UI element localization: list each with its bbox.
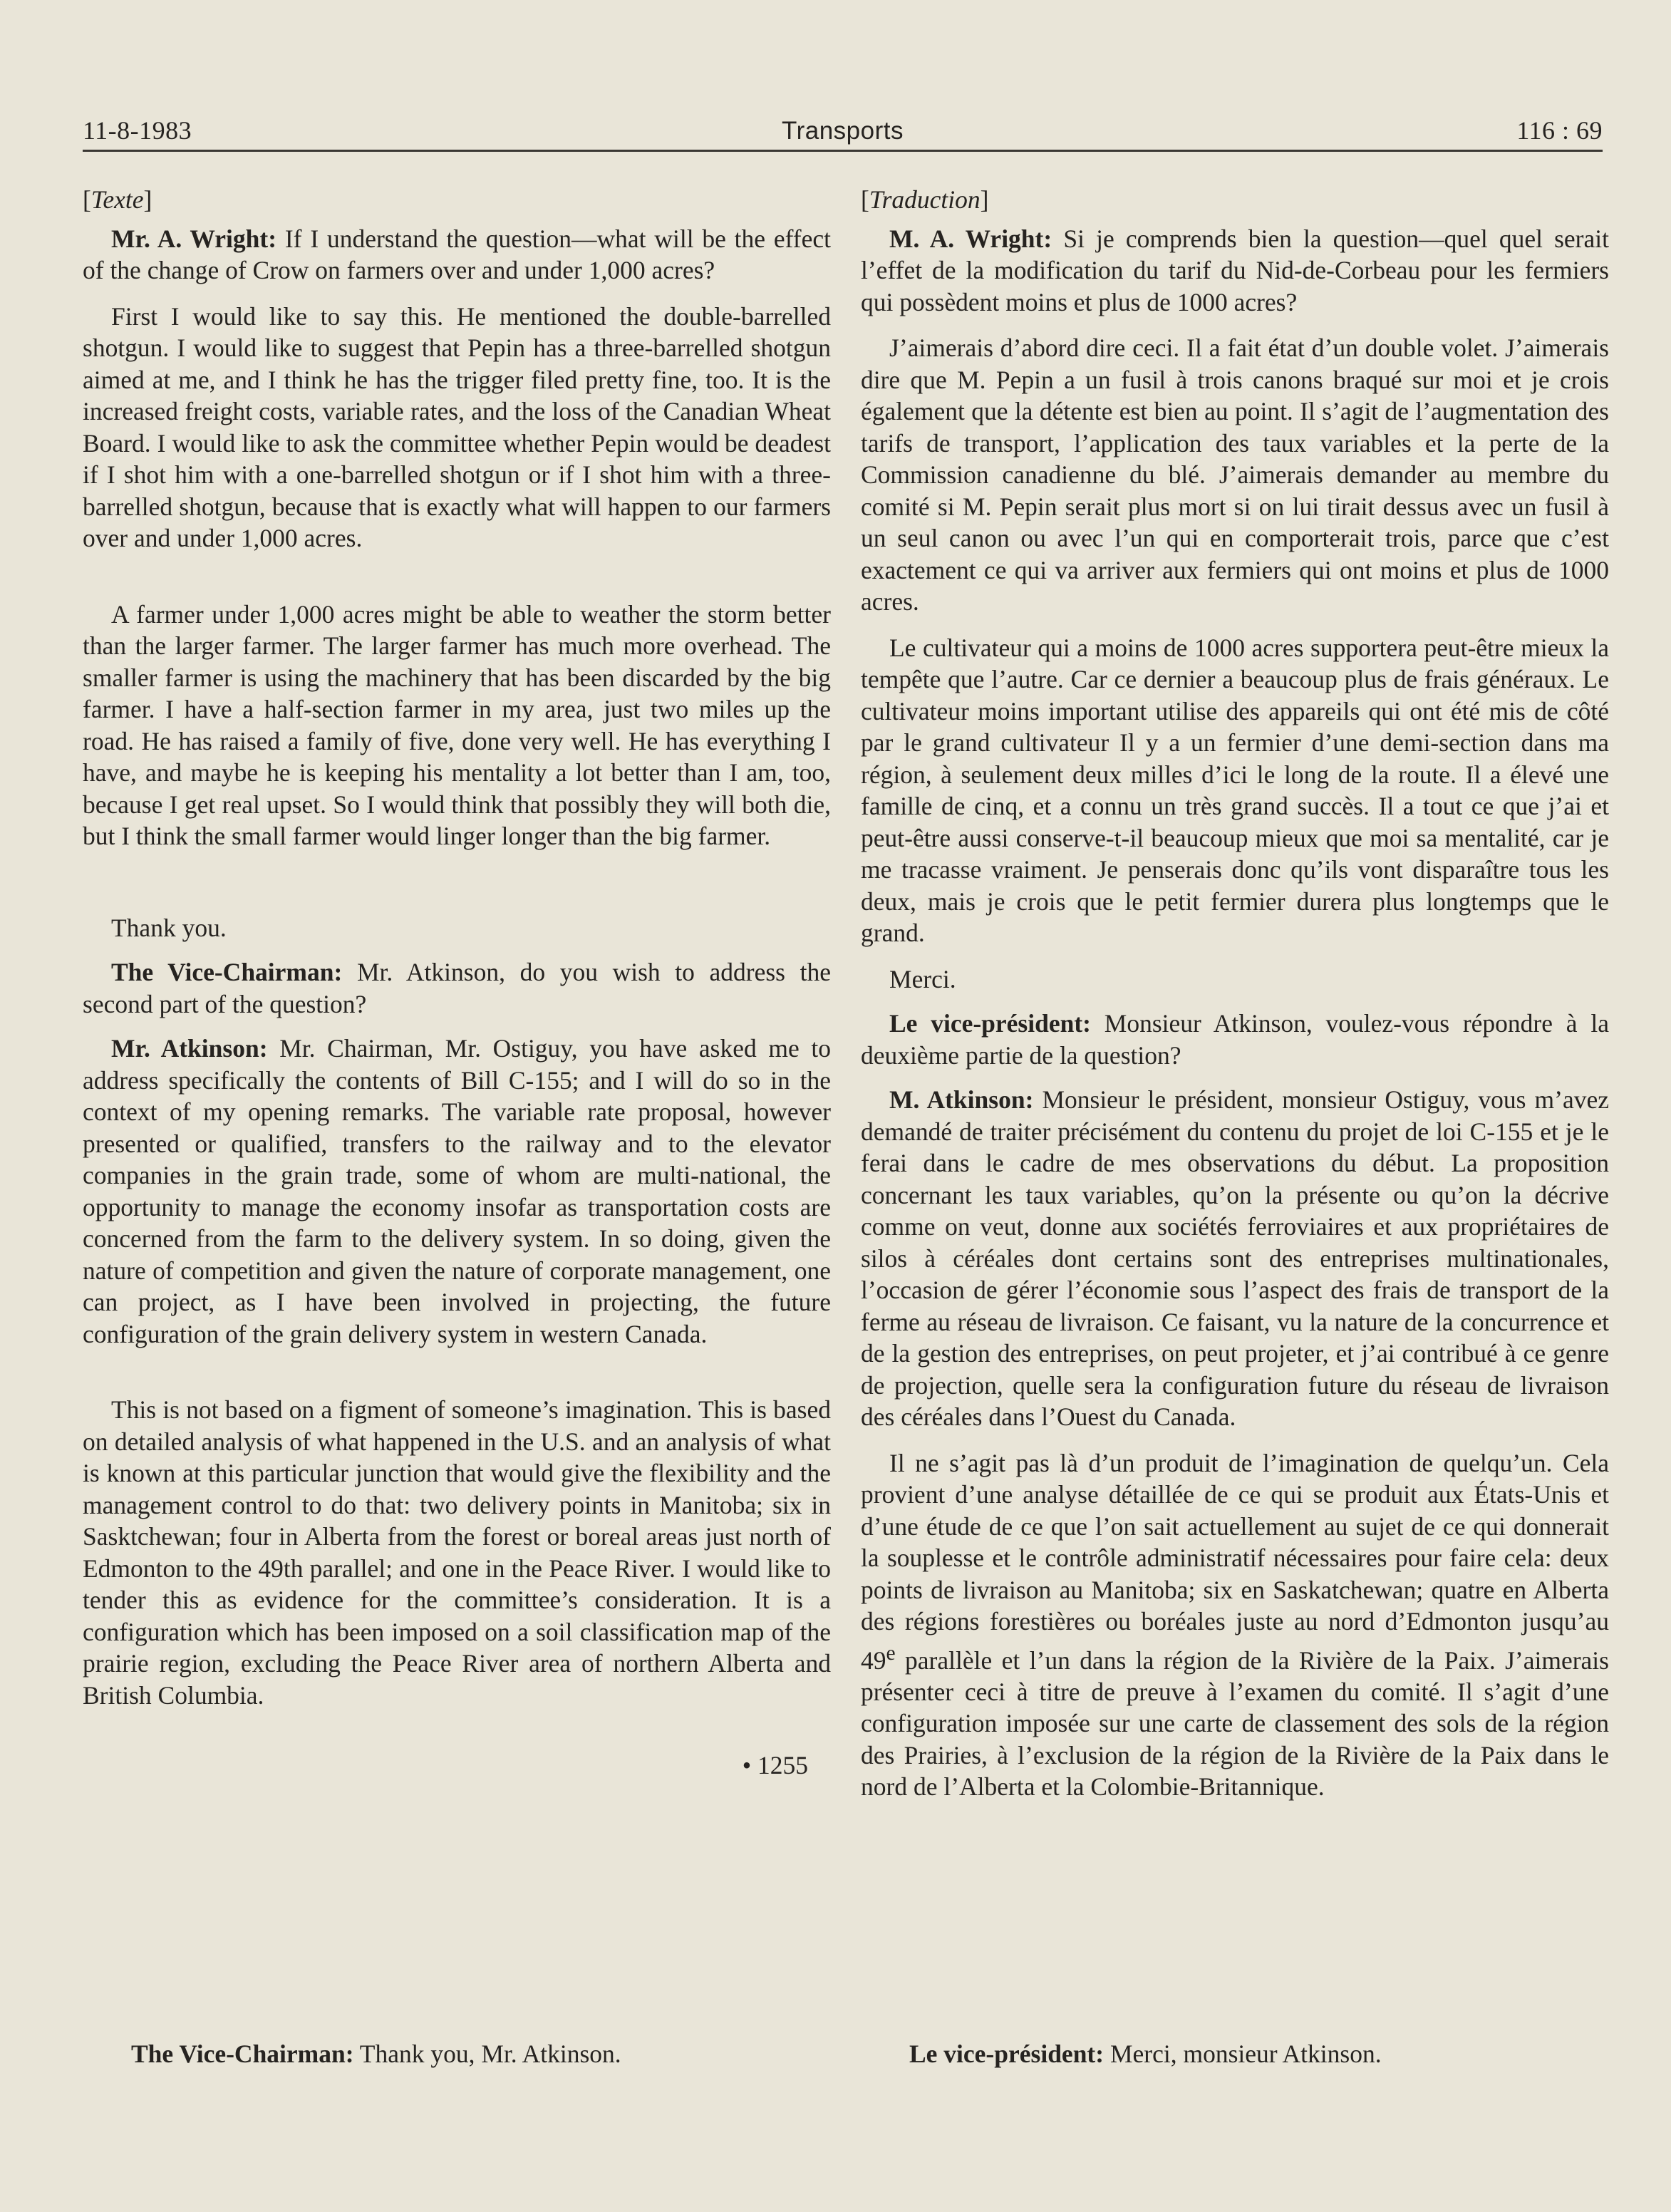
paragraph-text: Mr. Chairman, Mr. Ostiguy, you have asked me to address specifically the contents of Bill C-155; and I will do so in the context of my opening remarks. The variable rate proposal, however presented or qualified, transfers to the railway and to the elevator companies in the grain trade, some of whom are multi-national, the opportunity to manage the economy insofar as transportation costs are concerned from the farm to the delivery system. In so doing, given the nature of competition and given the nature of corporate management, one can project, as I have been involved in projecting, the future configuration of the grain delivery system in western Canada. bbox=[83, 1034, 831, 1348]
time-marker: • 1255 bbox=[742, 1751, 808, 1779]
speaker-name: The Vice-Chairman: bbox=[131, 2040, 354, 2068]
speaker-name: Le vice-président: bbox=[909, 2040, 1104, 2068]
paragraph bbox=[83, 956, 831, 1020]
paragraph bbox=[861, 1447, 1609, 1803]
paragraph bbox=[83, 1033, 831, 1350]
header-page-number: 116 : 69 bbox=[1516, 116, 1603, 145]
paragraph bbox=[861, 223, 1609, 319]
speaker-name: M. Atkinson: bbox=[889, 1085, 1034, 1114]
speaker-name: The Vice-Chairman: bbox=[111, 958, 343, 986]
header-title: Transports bbox=[782, 117, 904, 145]
paragraph: J’aimerais d’abord dire ceci. Il a fait état d’un double volet. J’aimerais dire que M. Pepin a un fusil à trois canons braqué sur moi et je crois également que la détente est bien au point. Il s’agit de l’augmentation des tarifs de transport, l’application des taux variables et la perte de la Commission canadienne du blé. J’aimerais demander au membre du comité si M. Pepin serait plus mort si on lui tirait dessus avec un fusil à un seul canon ou avec l’un qui en comporterait trois, parce que c’est exactement ce qui va arriver aux fermiers qui ont moins et plus de 1000 acres. bbox=[861, 334, 1609, 616]
section-marker: [Traduction] bbox=[861, 185, 989, 214]
paragraph bbox=[861, 1008, 1609, 1071]
paragraph-text: Monsieur le président, monsieur Ostiguy, vous m’avez demandé de traiter précisément du contenu du projet de loi C-155 et je le ferai dans le cadre de mes observations du début. La proposition concernant les taux variables, qu’on la présente ou qu’on la décrive comme on veut, donne aux sociétés ferroviaires et aux propriétaires de silos à céréales dont certains sont des entreprises multinationales, l’occasion de gérer l’économie sous l’aspect des frais de transport de la ferme au réseau de livraison. Ce faisant, vu la nature de la concurrence et de la gestion des entreprises, on peut projeter, et j’ai contribué à ce genre de projection, quelle sera la configuration future du réseau de livraison des céréales dans l’Ouest du Canada. bbox=[861, 1085, 1609, 1431]
paragraph-text: Thank you, Mr. Atkinson. bbox=[353, 2040, 621, 2068]
section-marker-label: Texte bbox=[90, 185, 144, 214]
closing-remark-french bbox=[909, 2038, 1382, 2070]
paragraph: This is not based on a figment of someone’s imagination. This is based on detailed analysis of what happened in the U.S. and an analysis of what is known at this particular junction that would give the flexibility and the management control to do that: two delivery points in Manitoba; six in Sasktchewan; four in Alberta from the forest or boreal areas just north of Edmonton to the 49th parallel; and one in the Peace River. I would like to tender this as evidence for the committee’s consideration. It is a configuration which has been imposed on a soil classification map of the prairie region, excluding the Peace River area of northern Alberta and British Columbia. bbox=[83, 1395, 831, 1710]
paragraph-text: Merci, monsieur Atkinson. bbox=[1104, 2040, 1382, 2068]
paragraph-text: Il ne s’agit pas là d’un produit de l’imagination de quelqu’un. Cela provient d’une analyse détaillée de ce qui se produit aux États-Unis et d’une étude de ce que l’on sait actuellement au sujet de ce qui donnerait la souplesse et le contrôle administratif nécessaires pour faire cela: deux points de livraison au Manitoba; six en Saskatchewan; quatre en Alberta des régions forestières ou boréales juste au nord d’Edmonton jusqu’au 49 bbox=[861, 1448, 1609, 1675]
speaker-name: Mr. A. Wright: bbox=[111, 224, 277, 253]
paragraph: A farmer under 1,000 acres might be able to weather the storm better than the larger farmer. The larger farmer has much more overhead. The smaller farmer is using the machinery that has been discarded by the big farmer. I have a half-section farmer in my area, just two miles up the road. He has raised a family of five, done very well. He has everything I have, and maybe he is keeping his mentality a lot better than I am, too, because I get real upset. So I would think that possibly they will both die, but I think the small farmer would linger longer than the big farmer. bbox=[83, 599, 831, 850]
speaker-name: Le vice-président: bbox=[889, 1009, 1091, 1038]
paragraph bbox=[861, 1084, 1609, 1433]
speaker-name: Mr. Atkinson: bbox=[111, 1034, 268, 1063]
paragraph: Thank you. bbox=[111, 913, 227, 942]
paragraph-text: If I understand the question—what will be the effect of the change of Crow on farmers over and under 1,000 acres? bbox=[83, 224, 831, 284]
left-column-english bbox=[83, 184, 831, 1782]
right-column-french bbox=[861, 184, 1609, 1803]
paragraph: Merci. bbox=[889, 964, 956, 993]
paragraph-text: Monsieur Atkinson, voulez-vous répondre à la deuxième partie de la question? bbox=[861, 1009, 1609, 1070]
section-marker-label: Traduction bbox=[869, 185, 981, 214]
paragraph: First I would like to say this. He mentioned the double-barrelled shotgun. I would like to suggest that Pepin has a three-barrelled shotgun aimed at me, and I think he has the trigger filed pretty fine, too. It is the increased freight costs, variable rates, and the loss of the Canadian Wheat Board. I would like to ask the committee whether Pepin would be deadest if I shot him with a one-barrelled shotgun or if I shot him with a three-barrelled shotgun, because that is exactly what will happen to our farmers over and under 1,000 acres. bbox=[83, 301, 831, 552]
paragraph bbox=[83, 223, 831, 286]
speaker-name: M. A. Wright: bbox=[889, 224, 1052, 253]
closing-remark-english bbox=[131, 2038, 621, 2070]
header-date: 11-8-1983 bbox=[83, 116, 192, 145]
paragraph-text: Si je comprends bien la question—quel quel serait l’effet de la modification du tarif du Nid-de-Corbeau pour les fermiers qui possèdent moins et plus de 1000 acres? bbox=[861, 224, 1609, 316]
paragraph: Le cultivateur qui a moins de 1000 acres supportera peut-être mieux la tempête que l’autre. Car ce dernier a beaucoup plus de frais généraux. Le cultivateur moins important utilise des appareils qui ont été mis de côté par le grand cultivateur Il y a un fermier d’une demi-section dans ma région, à seulement deux milles d’ici le long de la route. Il a élevé une famille de cinq, et a connu un très grand succès. Il a tout ce que j’ai et peut-être aussi conserve-t-il beaucoup mieux que moi sa mentalité, car je me tracasse vraiment. Je penserais donc qu’ils vont disparaître tous les deux, mais je crois que le petit fermier durera plus longtemps que le grand. bbox=[861, 633, 1609, 947]
running-header bbox=[83, 105, 1603, 152]
paragraph-text: Mr. Atkinson, do you wish to address the second part of the question? bbox=[83, 958, 831, 1018]
section-marker: [Texte] bbox=[83, 185, 152, 214]
paragraph-text: parallèle et l’un dans la région de la Rivière de la Paix. J’aimerais présenter ceci à titre de preuve à l’examen du comité. Il s’agit d’une configuration imposée sur une carte de classement des sols de la région des Prairies, à l’exclusion de la région de la Rivière de la Paix dans le nord de l’Alberta et la Colombie-Britannique. bbox=[861, 1645, 1609, 1802]
superscript: e bbox=[886, 1641, 896, 1665]
